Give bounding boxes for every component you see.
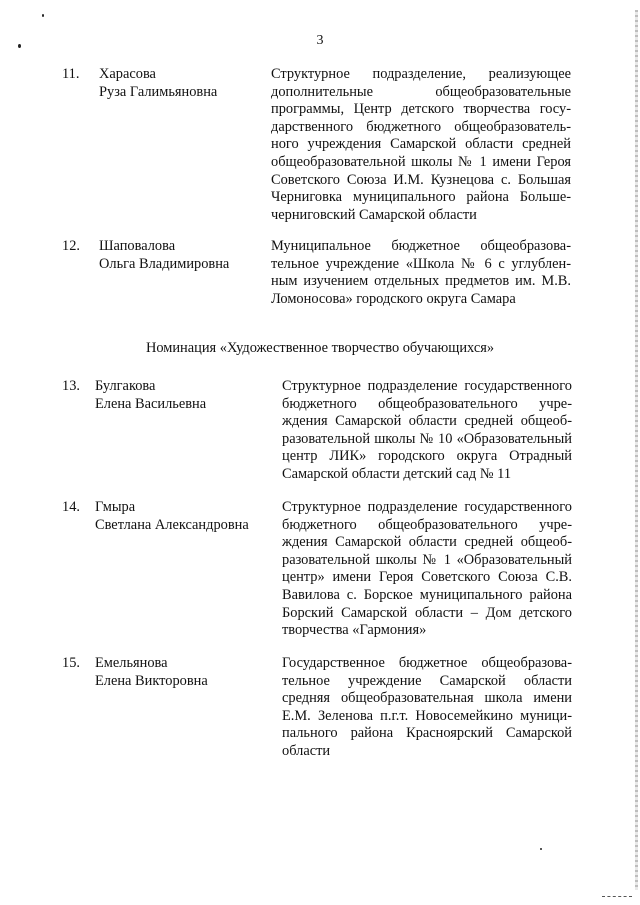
list-item — [62, 655, 576, 765]
scan-speck — [540, 848, 542, 850]
entry-number: 13. — [62, 378, 80, 394]
person-name — [95, 655, 208, 690]
organization: Государственное бюджетное общеобразовательное учреждение Самарской области средняя общеобразовательная школа имени Е.М. Зеленова п.г.т. Новосемейкино муниципального района Красноярский Самарской области — [282, 655, 572, 759]
scan-speck — [42, 14, 44, 17]
scan-edge-shadow — [635, 10, 638, 890]
scan-footer-mark — [602, 896, 632, 897]
scan-speck — [18, 44, 21, 48]
person-name — [95, 499, 249, 534]
entry-number: 11. — [62, 66, 80, 82]
list-item — [62, 499, 576, 644]
entry-number: 12. — [62, 238, 80, 254]
organization: Структурное подразделение, реализующее дополнительные общеобразовательные программы, Центр детского творчества государственного бюджетного общеобразовательного учреждения Самарской области средней общеобразовательной школы № 1 имени Героя Советского Союза И.М. Кузнецова с. Большая Черниговка муниципального района Большечерниговский Самарской области — [271, 66, 571, 223]
list-item — [62, 66, 572, 251]
given-name: Руза Галимьяновна — [99, 83, 218, 100]
organization: Муниципальное бюджетное общеобразовательное учреждение «Школа № 6 с углубленным изучением отдельных предметов им. М.В. Ломоносова» городского округа Самара — [271, 238, 571, 307]
organization: Структурное подразделение государственного бюджетного общеобразовательного учреждения Самарской области средней общеобразовательной школы № 10 «Образовательный центр ЛИК» городского округа Отрадный Самарской области детский сад № 11 — [282, 378, 572, 482]
given-name: Елена Викторовна — [95, 672, 208, 689]
section-heading: Номинация «Художественное творчество обучающихся» — [145, 340, 495, 356]
person-name — [99, 66, 217, 101]
given-name: Светлана Александровна — [95, 516, 249, 533]
surname: Харасова — [99, 66, 156, 82]
page-number: 3 — [316, 33, 324, 48]
surname: Шаповалова — [99, 238, 176, 254]
list-item — [62, 378, 576, 488]
list-item — [62, 238, 572, 333]
given-name: Ольга Владимировна — [99, 255, 230, 272]
entry-number: 15. — [62, 655, 80, 671]
given-name: Елена Васильевна — [95, 395, 207, 412]
entry-number: 14. — [62, 499, 80, 515]
surname: Емельянова — [95, 655, 168, 671]
person-name — [99, 238, 229, 273]
surname: Булгакова — [95, 378, 156, 394]
organization: Структурное подразделение государственного бюджетного общеобразовательного учреждения Самарской области средней общеобразовательной школы № 1 «Образовательный центр» имени Героя Советского Союза С.В. Вавилова с. Борское муниципального района Борский Самарской области – Дом детского творчества «Гармония» — [282, 499, 572, 639]
surname: Гмыра — [95, 499, 136, 515]
person-name — [95, 378, 206, 413]
